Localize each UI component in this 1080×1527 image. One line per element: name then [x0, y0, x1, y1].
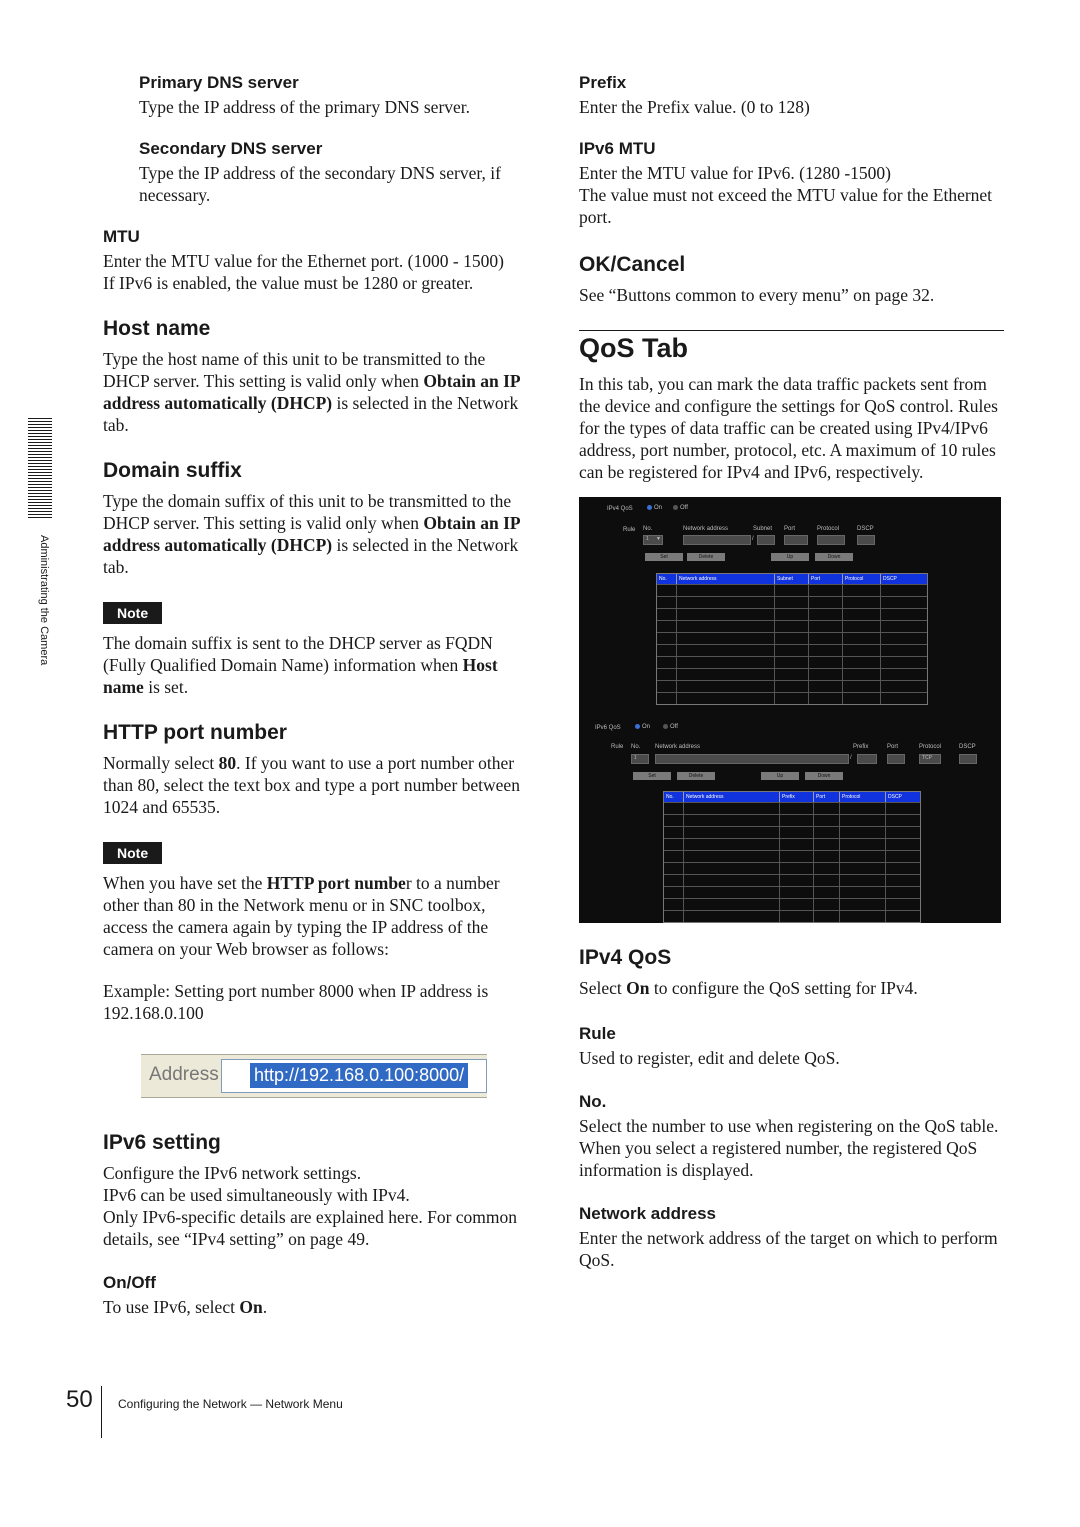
qos-tab-section [579, 330, 1004, 923]
table-cell [843, 585, 881, 596]
network-address-section [579, 1203, 1004, 1271]
table-cell [657, 657, 677, 668]
qos-settings-screenshot [579, 497, 1001, 923]
table-cell [775, 681, 809, 692]
primary-dns-section [103, 72, 528, 118]
mtu-line2: If IPv6 is enabled, the value must be 1280 or greater. [103, 273, 474, 293]
prefix-heading: Prefix [579, 73, 627, 92]
ipv4-field-dscp: DSCP [857, 526, 874, 532]
table-cell [780, 827, 814, 838]
table-row[interactable] [664, 814, 920, 826]
chapter-side-label: Administrating the Camera [38, 535, 50, 666]
secondary-dns-section [103, 138, 528, 206]
table-cell [677, 633, 775, 644]
table-cell [684, 839, 780, 850]
table-cell [809, 621, 843, 632]
http-port-heading: HTTP port number [103, 721, 287, 744]
ipv4-off-radio[interactable]: Off [671, 505, 688, 511]
table-cell [809, 645, 843, 656]
mtu-heading: MTU [103, 227, 140, 246]
ipv6-off-radio[interactable]: Off [661, 724, 678, 730]
table-row[interactable] [664, 838, 920, 850]
table-cell [780, 863, 814, 874]
ok-cancel-text: See “Buttons common to every menu” on page 32. [579, 285, 935, 305]
ipv6-on-radio[interactable]: On [633, 724, 650, 730]
ipv4-on-radio[interactable]: On [645, 505, 662, 511]
table-cell [814, 827, 840, 838]
table-cell [814, 839, 840, 850]
host-name-text: Type the host name of this unit to be transmitted to the DHCP server. This setting is valid only when Obtain an IP address automatically (DHCP) is selected in the Network tab. [103, 349, 520, 435]
table-cell [780, 887, 814, 898]
host-name-heading: Host name [103, 317, 211, 340]
table-cell [814, 863, 840, 874]
ipv6-prefix-input[interactable] [857, 754, 877, 764]
ipv6-setting-section [103, 1130, 528, 1250]
network-address-text: Enter the network address of the target on which to perform QoS. [579, 1228, 998, 1270]
table-cell [881, 609, 927, 620]
ipv6-set-button[interactable]: Set [633, 772, 671, 780]
host-name-section [103, 316, 528, 436]
ipv4-delete-button[interactable]: Delete [687, 553, 725, 561]
table-cell [881, 693, 927, 704]
table-cell [840, 851, 886, 862]
ipv4-qos-heading: IPv4 QoS [579, 946, 672, 969]
ipv6-setting-line2: IPv6 can be used simultaneously with IPv4. [103, 1185, 410, 1205]
table-row[interactable] [664, 898, 920, 910]
table-cell [814, 851, 840, 862]
table-row[interactable] [657, 644, 927, 656]
ipv4-table-header: No. Network address Subnet Port Protocol DSCP [657, 574, 927, 584]
rule-text: Used to register, edit and delete QoS. [579, 1048, 840, 1068]
table-cell [843, 633, 881, 644]
table-cell [684, 827, 780, 838]
table-cell [809, 633, 843, 644]
table-cell [840, 815, 886, 826]
radio-on-icon [635, 724, 640, 729]
table-cell [657, 693, 677, 704]
chevron-down-icon: ▼ [656, 536, 661, 542]
table-row[interactable] [664, 886, 920, 898]
note-domain-text: The domain suffix is sent to the DHCP server as FQDN (Fully Qualified Domain Name) information when Host name is set. [103, 633, 498, 697]
table-row[interactable] [657, 656, 927, 668]
table-cell [684, 875, 780, 886]
table-cell [814, 875, 840, 886]
table-cell [886, 827, 918, 838]
ipv6-field-dscp: DSCP [959, 744, 976, 750]
table-row[interactable] [657, 608, 927, 620]
table-cell [843, 621, 881, 632]
table-cell [677, 681, 775, 692]
table-cell [780, 803, 814, 814]
table-cell [775, 585, 809, 596]
ipv6-table-body [664, 802, 920, 922]
ipv6-qos-label: IPv6 QoS [595, 725, 621, 731]
table-cell [677, 669, 775, 680]
table-row[interactable] [657, 692, 927, 704]
ipv6-table-header: No. Network address Prefix Port Protocol DSCP [664, 792, 920, 802]
table-cell [881, 681, 927, 692]
table-cell [886, 911, 918, 922]
table-cell [775, 693, 809, 704]
table-cell [664, 899, 684, 910]
note-domain-suffix [103, 602, 528, 698]
rule-heading: Rule [579, 1024, 616, 1043]
ipv4-no-select[interactable]: 1 ▼ [643, 535, 663, 545]
secondary-dns-heading: Secondary DNS server [139, 139, 323, 158]
ipv6-mtu-line2: The value must not exceed the MTU value for the Ethernet port. [579, 185, 993, 227]
footer-section-title: Configuring the Network — Network Menu [118, 1397, 343, 1411]
ipv4-slash: / [752, 536, 754, 542]
ipv6-field-protocol: Protocol [919, 744, 942, 750]
ipv6-rule-label: Rule [611, 744, 624, 750]
table-cell [814, 887, 840, 898]
table-cell [677, 645, 775, 656]
table-cell [881, 669, 927, 680]
network-address-heading: Network address [579, 1204, 716, 1223]
domain-suffix-section [103, 458, 528, 578]
table-cell [677, 597, 775, 608]
ipv6-setting-line3: Only IPv6-specific details are explained here. For common details, see “IPv4 setting” on page 49. [103, 1207, 518, 1249]
primary-dns-text: Type the IP address of the primary DNS server. [139, 97, 471, 117]
ipv6-dscp-input[interactable] [959, 754, 977, 764]
ipv4-network-input[interactable] [683, 535, 751, 545]
ipv6-field-no: No. [631, 744, 641, 750]
table-cell [840, 803, 886, 814]
table-cell [664, 875, 684, 886]
table-cell [664, 911, 684, 922]
table-row[interactable] [657, 596, 927, 608]
table-row[interactable] [664, 802, 920, 814]
ipv4-qos-section [579, 945, 1004, 999]
ipv4-dscp-input[interactable] [857, 535, 875, 545]
domain-suffix-text: Type the domain suffix of this unit to be transmitted to the DHCP server. This setting is valid only when Obtain an IP address automatically (DHCP) is selected in the Network tab. [103, 491, 520, 577]
address-field [221, 1059, 487, 1093]
ipv6-setting-line1: Configure the IPv6 network settings. [103, 1163, 362, 1183]
table-row[interactable] [657, 668, 927, 680]
table-cell [780, 851, 814, 862]
ipv4-subnet-input[interactable] [757, 535, 775, 545]
table-cell [664, 803, 684, 814]
table-cell [814, 899, 840, 910]
on-off-text: To use IPv6, select On. [103, 1297, 268, 1317]
note-http-text: When you have set the HTTP port number to a number other than 80 in the Network menu or in SNC toolbox, access the camera again by typing the IP address of the camera on your Web browser as follows: [103, 873, 500, 959]
http-port-text: Normally select 80. If you want to use a port number other than 80, select the text box and type a port number between 1024 and 65535. [103, 753, 520, 817]
chapter-tab-marker [28, 418, 52, 518]
radio-off-icon [663, 724, 668, 729]
note-badge: Note [103, 602, 162, 624]
rule-section [579, 1023, 1004, 1069]
note-badge: Note [103, 842, 162, 864]
table-cell [684, 863, 780, 874]
primary-dns-heading: Primary DNS server [139, 73, 299, 92]
table-cell [775, 621, 809, 632]
left-column [103, 72, 528, 1318]
table-cell [809, 585, 843, 596]
table-cell [843, 609, 881, 620]
http-port-section [103, 720, 528, 818]
table-cell [775, 633, 809, 644]
table-cell [840, 911, 886, 922]
table-row[interactable] [664, 850, 920, 862]
table-cell [843, 681, 881, 692]
ok-cancel-section [579, 252, 1004, 306]
prefix-section [579, 72, 1004, 118]
table-cell [840, 899, 886, 910]
table-cell [677, 585, 775, 596]
table-cell [657, 609, 677, 620]
table-cell [780, 839, 814, 850]
ipv6-network-input[interactable] [655, 754, 849, 764]
table-cell [843, 693, 881, 704]
table-cell [780, 899, 814, 910]
table-cell [664, 827, 684, 838]
table-cell [775, 609, 809, 620]
table-cell [684, 911, 780, 922]
table-cell [809, 597, 843, 608]
on-off-heading: On/Off [103, 1273, 156, 1292]
on-off-section [103, 1272, 528, 1318]
table-cell [780, 815, 814, 826]
table-row[interactable] [657, 620, 927, 632]
page-number: 50 [66, 1386, 93, 1413]
table-cell [657, 597, 677, 608]
table-cell [657, 621, 677, 632]
table-cell [840, 827, 886, 838]
table-cell [881, 645, 927, 656]
table-cell [657, 645, 677, 656]
table-cell [809, 693, 843, 704]
table-cell [840, 875, 886, 886]
table-cell [886, 851, 918, 862]
no-section [579, 1091, 1004, 1181]
ipv4-qos-table [656, 573, 928, 705]
table-cell [664, 839, 684, 850]
table-cell [684, 887, 780, 898]
table-cell [840, 887, 886, 898]
ipv6-mtu-heading: IPv6 MTU [579, 139, 656, 158]
table-cell [677, 657, 775, 668]
ipv4-up-button[interactable]: Up [771, 553, 809, 561]
ipv4-qos-label: IPv4 QoS [607, 506, 633, 512]
no-line1: Select the number to use when registering on the QoS table. [579, 1116, 999, 1136]
ipv6-port-input[interactable] [887, 754, 905, 764]
table-row[interactable] [657, 584, 927, 596]
ipv4-field-network: Network address [683, 526, 729, 532]
table-cell [780, 911, 814, 922]
browser-address-bar-image [141, 1054, 487, 1098]
table-cell [886, 899, 918, 910]
table-cell [664, 815, 684, 826]
table-cell [840, 839, 886, 850]
ipv6-qos-table [663, 791, 921, 923]
ipv4-port-input[interactable] [784, 535, 808, 545]
qos-tab-heading: QoS Tab [579, 333, 689, 363]
table-cell [657, 669, 677, 680]
ipv4-field-no: No. [643, 526, 653, 532]
table-cell [814, 911, 840, 922]
table-cell [843, 645, 881, 656]
mtu-line1: Enter the MTU value for the Ethernet port. (1000 - 1500) [103, 251, 504, 271]
ipv4-protocol-select[interactable] [817, 535, 845, 545]
table-cell [809, 669, 843, 680]
table-cell [881, 597, 927, 608]
table-cell [780, 875, 814, 886]
table-row[interactable] [657, 632, 927, 644]
table-cell [664, 863, 684, 874]
table-cell [881, 585, 927, 596]
table-cell [886, 839, 918, 850]
table-cell [664, 851, 684, 862]
ipv6-setting-heading: IPv6 setting [103, 1131, 221, 1154]
table-cell [886, 803, 918, 814]
ipv4-field-port: Port [784, 526, 796, 532]
table-cell [684, 851, 780, 862]
table-cell [809, 681, 843, 692]
table-cell [809, 609, 843, 620]
table-row[interactable] [664, 910, 920, 922]
table-cell [775, 645, 809, 656]
ipv4-field-protocol: Protocol [817, 526, 840, 532]
table-cell [684, 899, 780, 910]
table-cell [809, 657, 843, 668]
ipv6-protocol-select[interactable]: TCP [919, 754, 941, 764]
mtu-section [103, 226, 528, 294]
table-cell [843, 597, 881, 608]
domain-suffix-heading: Domain suffix [103, 459, 242, 482]
table-cell [664, 887, 684, 898]
ipv4-field-subnet: Subnet [753, 526, 773, 532]
table-cell [657, 585, 677, 596]
footer-divider [101, 1386, 102, 1438]
radio-on-icon [647, 505, 652, 510]
table-cell [677, 621, 775, 632]
table-cell [657, 633, 677, 644]
ipv6-field-port: Port [887, 744, 899, 750]
ipv4-set-button[interactable]: Set [645, 553, 683, 561]
ipv6-down-button[interactable]: Down [805, 772, 843, 780]
prefix-text: Enter the Prefix value. (0 to 128) [579, 97, 810, 117]
table-cell [886, 815, 918, 826]
table-cell [840, 863, 886, 874]
table-cell [881, 621, 927, 632]
table-cell [677, 693, 775, 704]
table-cell [886, 875, 918, 886]
ipv6-field-network: Network address [655, 744, 701, 750]
address-url: http://192.168.0.100:8000/ [250, 1063, 468, 1088]
ipv4-qos-text: Select On to configure the QoS setting for IPv4. [579, 978, 918, 998]
table-cell [657, 681, 677, 692]
table-cell [814, 803, 840, 814]
ipv6-up-button[interactable]: Up [761, 772, 799, 780]
note-http-example: Example: Setting port number 8000 when IP address is 192.168.0.100 [103, 981, 489, 1023]
table-cell [886, 863, 918, 874]
ipv4-table-body [657, 584, 927, 704]
table-cell [684, 815, 780, 826]
ipv6-slash: / [850, 755, 852, 761]
ipv6-delete-button[interactable]: Delete [677, 772, 715, 780]
note-http-port [103, 842, 528, 1024]
radio-off-icon [673, 505, 678, 510]
ipv6-no-select[interactable]: 1 [631, 754, 649, 764]
table-cell [881, 657, 927, 668]
right-column [579, 72, 1004, 1271]
table-cell [814, 815, 840, 826]
table-cell [843, 669, 881, 680]
table-row[interactable] [664, 874, 920, 886]
secondary-dns-text: Type the IP address of the secondary DNS server, if necessary. [139, 163, 501, 205]
ipv6-mtu-line1: Enter the MTU value for IPv6. (1280 -1500) [579, 163, 892, 183]
table-cell [775, 597, 809, 608]
ipv6-field-prefix: Prefix [853, 744, 869, 750]
table-cell [843, 657, 881, 668]
ipv4-down-button[interactable]: Down [815, 553, 853, 561]
table-cell [775, 669, 809, 680]
ipv4-rule-label: Rule [623, 527, 636, 533]
table-row[interactable] [664, 862, 920, 874]
address-label: Address [149, 1064, 219, 1085]
table-row[interactable] [657, 680, 927, 692]
no-line2: When you select a registered number, the registered QoS information is displayed. [579, 1138, 978, 1180]
ipv6-mtu-section [579, 138, 1004, 228]
no-heading: No. [579, 1092, 607, 1111]
table-row[interactable] [664, 826, 920, 838]
table-cell [881, 633, 927, 644]
qos-tab-text: In this tab, you can mark the data traffic packets sent from the device and configure the settings for QoS control. Rules for the types of data traffic can be created using IPv4/IPv6 address, port number, protocol, etc. A maximum of 10 rules can be registered for IPv4 and IPv6, respectively. [579, 374, 998, 482]
table-cell [886, 887, 918, 898]
table-cell [775, 657, 809, 668]
table-cell [684, 803, 780, 814]
ok-cancel-heading: OK/Cancel [579, 253, 686, 276]
table-cell [677, 609, 775, 620]
